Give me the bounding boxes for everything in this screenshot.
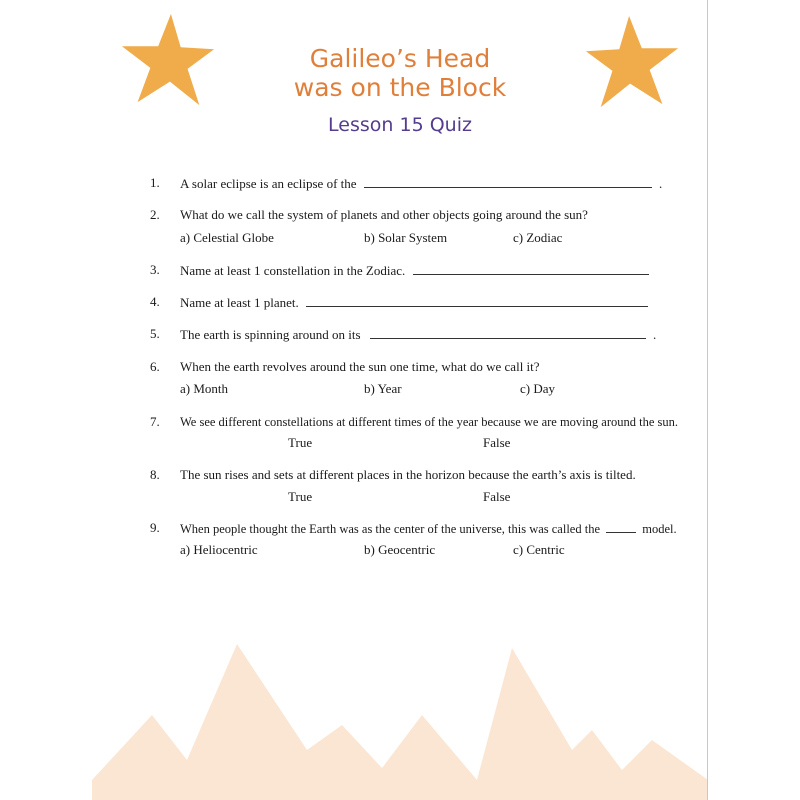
- question-number: 3.: [150, 262, 160, 277]
- question-text: What do we call the system of planets and other objects going around the sun?: [180, 207, 588, 222]
- trailing-period: .: [659, 176, 663, 191]
- question-text: When the earth revolves around the sun one time, what do we call it?: [180, 359, 540, 374]
- question-number: 7.: [150, 414, 160, 429]
- question-prompt: A solar eclipse is an eclipse of the: [180, 176, 357, 191]
- question-prompt: Name at least 1 constellation in the Zodiac.: [180, 263, 406, 278]
- question-number: 5.: [150, 326, 160, 341]
- choice-false[interactable]: False: [483, 435, 511, 450]
- question-prompt-end: model.: [642, 522, 677, 536]
- mountains-decoration: [92, 630, 708, 800]
- question-text: The sun rises and sets at different places in the horizon because the earth’s axis is tilted.: [180, 467, 636, 482]
- choice-false[interactable]: False: [483, 489, 511, 504]
- question-number: 6.: [150, 359, 160, 374]
- question-text: We see different constellations at different times of the year because we are moving around the sun.: [180, 415, 679, 429]
- question-text: [180, 520, 677, 537]
- question-prompt: The earth is spinning around on its: [180, 327, 361, 342]
- trailing-period: .: [653, 327, 657, 342]
- choice-a[interactable]: a) Month: [180, 381, 229, 396]
- question-text: [180, 262, 649, 279]
- question-text: [180, 175, 662, 192]
- question-number: 4.: [150, 294, 160, 309]
- question-number: 8.: [150, 467, 160, 482]
- choice-b[interactable]: b) Geocentric: [364, 542, 436, 557]
- choice-c[interactable]: c) Zodiac: [513, 230, 563, 245]
- title-line-2: was on the Block: [293, 73, 507, 102]
- question-prompt: Name at least 1 planet.: [180, 295, 299, 310]
- answer-blank[interactable]: [413, 262, 649, 275]
- answer-blank[interactable]: [606, 520, 636, 533]
- answer-blank[interactable]: [306, 294, 648, 307]
- question-text: [180, 294, 648, 311]
- answer-blank[interactable]: [370, 326, 646, 339]
- choice-true[interactable]: True: [288, 435, 313, 450]
- choice-true[interactable]: True: [288, 489, 313, 504]
- question-number: 2.: [150, 207, 160, 222]
- question-text: [180, 326, 656, 343]
- choice-a[interactable]: a) Heliocentric: [180, 542, 258, 557]
- page-edge-line: [707, 0, 708, 800]
- title-line-1: Galileo’s Head: [309, 44, 491, 73]
- quiz-page: [92, 0, 708, 800]
- answer-blank[interactable]: [364, 175, 652, 188]
- quiz-subtitle: Lesson 15 Quiz: [328, 114, 472, 136]
- choice-b[interactable]: b) Year: [364, 381, 402, 396]
- choice-b[interactable]: b) Solar System: [364, 230, 448, 245]
- question-number: 1.: [150, 175, 160, 190]
- quiz-title: [92, 44, 708, 102]
- question-prompt: When people thought the Earth was as the center of the universe, this was called the: [180, 522, 600, 536]
- choice-a[interactable]: a) Celestial Globe: [180, 230, 274, 245]
- choice-c[interactable]: c) Day: [520, 381, 556, 396]
- choice-c[interactable]: c) Centric: [513, 542, 565, 557]
- question-number: 9.: [150, 520, 160, 535]
